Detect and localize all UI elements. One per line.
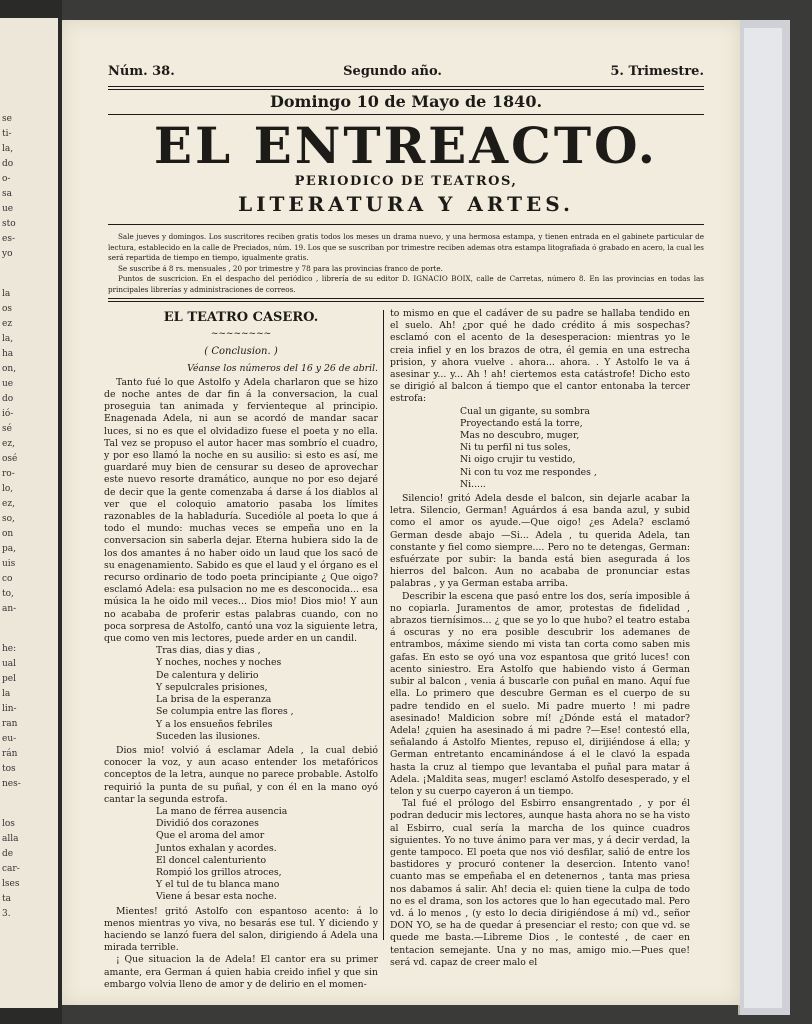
masthead-subtitle-1: PERIODICO DE TEATROS, bbox=[294, 174, 518, 189]
verse-line: Rompió los grillos atroces, bbox=[156, 866, 282, 878]
verse-stanza-1 bbox=[104, 645, 378, 743]
prev-page-fragment: on, bbox=[2, 364, 17, 374]
verse-line: Y noches, noches y noches bbox=[156, 657, 282, 669]
prev-page-fragment: do bbox=[2, 394, 14, 404]
prev-page-fragment: ha bbox=[2, 349, 14, 359]
verse-line: Mas no descubro, muger, bbox=[460, 430, 580, 442]
prev-page-fragment: la, bbox=[2, 144, 14, 154]
verse-line: Suceden las ilusiones. bbox=[156, 730, 261, 742]
article-column-right bbox=[390, 308, 690, 969]
newspaper-page bbox=[62, 20, 740, 1005]
prev-page-fragment: alla bbox=[2, 834, 19, 844]
prev-page-fragment: do bbox=[2, 159, 14, 169]
verse-line: Se columpia entre las flores , bbox=[156, 706, 294, 718]
prev-page-fragment: o- bbox=[2, 174, 11, 184]
verse-line: Dividió dos corazones bbox=[156, 818, 259, 830]
prev-page-fragment: ual bbox=[2, 659, 17, 669]
prev-page-fragment: la, bbox=[2, 334, 14, 344]
prev-page-fragment: se bbox=[2, 114, 12, 124]
prev-page-fragment: ro- bbox=[2, 469, 15, 479]
article-title: EL TEATRO CASERO. bbox=[163, 310, 319, 325]
paragraph: ¡ Que situacion la de Adela! El cantor era su primer amante, era German á quien habia creido infiel y que sin embargo volvia lleno de amor y de delirio en el momen- bbox=[104, 954, 378, 990]
prev-page-fragment: an- bbox=[2, 604, 17, 614]
verse-line: Proyectando está la torre, bbox=[460, 417, 583, 429]
issue-quarter: 5. Trimestre. bbox=[610, 64, 704, 79]
prev-page-fragment: 3. bbox=[2, 909, 11, 919]
prev-page-fragment: es- bbox=[2, 234, 15, 244]
prev-page-fragment: ue bbox=[2, 204, 14, 214]
header-rule-top bbox=[108, 86, 704, 87]
verse-line: Ni oigo crujir tu vestido, bbox=[460, 454, 576, 466]
column-divider bbox=[383, 310, 384, 940]
ornament: ~~~~~~~~ bbox=[210, 329, 272, 340]
prev-page-fragment: la bbox=[2, 289, 11, 299]
verse-line: La mano de férrea ausencia bbox=[156, 805, 288, 817]
prev-page-fragment: lin- bbox=[2, 704, 17, 714]
prev-page-fragment: pel bbox=[2, 674, 16, 684]
prev-page-fragment: on bbox=[2, 529, 14, 539]
verse-line: Y el tul de tu blanca mano bbox=[156, 879, 280, 891]
notice-paragraph: Sale jueves y domingos. Los suscritores reciben gratis todos los meses un drama nuevo, y una hermosa estampa, y tienen entrada en el gabinete particular de lectura, establecido en la calle de Preciados, núm. 19. Los que se suscriban por trimestre reciben ademas otra estampa litografiada ó grabado en acero, la cual les será repartida de tiempo en tiempo, igualmente gratis. bbox=[108, 232, 704, 262]
paragraph: Silencio! gritó Adela desde el balcon, sin dejarle acabar la letra. Silencio, German! Aguárdos á esa banda azul, y subid como el amor os ayude.—Que oigo! ¿es Adela? esclamó German desde abajo —Si... Adela , tu querida Adela, tan constante y fiel como siempre.... Pero no te detengas, German: esfuérzate por subir: la banda está bien asegurada á los hierros del balcon. Aun no acababa de pronunciar estas palabras , y ya German estaba arriba. bbox=[390, 493, 690, 590]
verse-line: De calentura y delirio bbox=[156, 669, 259, 681]
prev-page-fragment: sa bbox=[2, 189, 12, 199]
verse-line: Ni con tu voz me respondes , bbox=[460, 466, 597, 478]
prev-page-fragment: ez, bbox=[2, 439, 15, 449]
prev-page-fragment: yo bbox=[2, 249, 13, 259]
notice-rule bbox=[108, 298, 704, 299]
paragraph: Tanto fué lo que Astolfo y Adela charlaron que se hizo de noche antes de dar fin á la conversacion, la cual proseguia tan animada y fervienteque al principio. Enagenada Adela, ni aun se acordó de mandar sacar luces, si no es que el olvidadizo fuese el poeta y no ella. Tal vez se propuso el autor hacer mas sombrío el cuadro, y por eso llamó la noche en su ausilio: si esto es así, me guardaré muy bien de censurar su deseo de aprovechar este nuevo resorte dramático, aunque no por eso dejaré de decir que la gente comenzaba á darse á los diablos al ver que el coloquio amatorio pasaba los límites razonables de la habladuría. Sucedióle al poeta lo que á todo el mundo: muchas veces se empeña uno en la conversacion sin saberla dejar. Eterna hubiera sido la de los dos amantes á no haber oido un laud que los sacó de su enagenamiento. Sabido es que el laud y el órgano es el recurso ordinario de todo poeta principiante ¿ Que oigo? esclamó Adela: esa pulsacion no me es desconocida... esa música la he oido mil veces... Dios mio! Dios mio! Y aun no acababa de proferir estas palabras cuando, con no poca sorpresa de Astolfo, cantó una voz la siguiente letra, que como ven mis lectores, puede arder en un candil. bbox=[104, 376, 378, 645]
prev-page-fragment: to, bbox=[2, 589, 14, 599]
conclusion-label: ( Conclusion. ) bbox=[204, 346, 278, 358]
prev-page-fragment: uis bbox=[2, 559, 16, 569]
verse-stanza-2 bbox=[104, 806, 378, 904]
issue-number: Núm. 38. bbox=[108, 64, 175, 79]
prev-page-fragment: pa, bbox=[2, 544, 16, 554]
paragraph: Dios mio! volvió á esclamar Adela , la cual debió conocer la voz, y aun acaso entender los metafóricos conceptos de la letra, aunque no parece probable. Astolfo requirió la punta de su puñal, y con él en la mano oyó cantar la segunda estrofa. bbox=[104, 744, 378, 805]
page-edges-inner bbox=[744, 28, 782, 1008]
prev-page-fragment: tos bbox=[2, 764, 16, 774]
prev-page-fragment: he: bbox=[2, 644, 17, 654]
paragraph: to mismo en que el cadáver de su padre se hallaba tendido en el suelo. Ah! ¿por qué he dado crédito á mis sospechas? esclamó con el acento de la desesperacion: mientras yo le creia infiel y en los brazos de otra, él gemia en una estrecha prision, y ahora vuelve . ahora... ahora. . Y Astolfo le va á asesinar y... y... Ah ! ah! ciertemos esta catástrofe! Dicho esto se dirigió al balcon á tiempo que el cantor entonaba la tercer estrofa: bbox=[390, 308, 690, 405]
verse-line: Y sepulcrales prisiones, bbox=[156, 681, 268, 693]
prev-page-fragment: ran bbox=[2, 719, 18, 729]
verse-line: El doncel calenturiento bbox=[156, 854, 267, 866]
prev-page-fragment: lo, bbox=[2, 484, 14, 494]
prev-page-fragment: de bbox=[2, 849, 14, 859]
reference-note: Véanse los números del 16 y 26 de abril. bbox=[187, 362, 378, 374]
previous-page bbox=[0, 18, 58, 1008]
prev-page-fragment: so, bbox=[2, 514, 15, 524]
header-rule-top-2 bbox=[108, 89, 704, 90]
masthead-subtitle-2: LITERATURA Y ARTES. bbox=[238, 192, 574, 216]
prev-page-fragment: co bbox=[2, 574, 13, 584]
prev-page-fragment: sé bbox=[2, 424, 12, 434]
verse-line: Tras dias, dias y dias , bbox=[156, 645, 261, 657]
issue-year: Segundo año. bbox=[343, 64, 442, 79]
verse-line: Juntos exhalan y acordes. bbox=[156, 842, 277, 854]
masthead-title: EL ENTREACTO. bbox=[153, 116, 659, 175]
prev-page-fragment: ti- bbox=[2, 129, 12, 139]
prev-page-fragment: eu- bbox=[2, 734, 17, 744]
notice-paragraph: Se suscribe á 8 rs. mensuales , 20 por trimestre y 78 para las provincias franco de porte. bbox=[118, 263, 443, 273]
verse-line: Y a los ensueños febriles bbox=[156, 718, 273, 730]
prev-page-fragment: ez bbox=[2, 319, 13, 329]
prev-page-fragment: ez, bbox=[2, 499, 15, 509]
issue-date: Domingo 10 de Mayo de 1840. bbox=[269, 92, 543, 111]
notice-rule-2 bbox=[108, 301, 704, 302]
prev-page-fragment: sto bbox=[2, 219, 16, 229]
verse-line: Ni tu perfil ni tus soles, bbox=[460, 442, 571, 454]
paragraph: Mientes! gritó Astolfo con espantoso acento: á lo menos mientras yo viva, no besarás ese tul. Y diciendo y haciendo se lanzó fuera del salon, dirigiendo á Adela una mirada terrible. bbox=[104, 905, 378, 954]
prev-page-fragment: los bbox=[2, 819, 15, 829]
verse-line: La brisa de la esperanza bbox=[156, 694, 272, 706]
prev-page-fragment: car- bbox=[2, 864, 20, 874]
date-rule bbox=[108, 114, 704, 115]
prev-page-fragment: ió- bbox=[2, 409, 14, 419]
paragraph: Tal fué el prólogo del Esbirro ensangrentado , y por él podran deducir mis lectores, aunque hasta ahora no se ha visto al Esbirro, cual sería la marcha de los quince cuadros siguientes. Yo no tuve ánimo para ver mas, y á decir verdad, la gente tampoco. El poeta que nos vió desfilar, salió de entre los bastidores y procuró contener la desercion. Intento vano! cuanto mas se empeñaba el en detenernos , tanta mas priesa nos dabamos á salir. Ah! decia el: quien tiene la culpa de todo no es el drama, son los actores que lo han egecutado mal. Pero vd. á lo menos , (y esto lo decia dirigiéndose á mí) vd., señor DON YO, se ha de quedar á presenciar el resto; con que vd. se quede me basta.—Libreme Dios , le contesté , de caer en tentacion semejante. Una y no mas, amigo mio.—Pues que! será vd. capaz de creer malo el bbox=[390, 798, 690, 968]
article-column-left bbox=[104, 310, 378, 991]
prev-page-fragment: osé bbox=[2, 454, 18, 464]
prev-page-fragment: os bbox=[2, 304, 13, 314]
verse-line: Que el aroma del amor bbox=[156, 830, 265, 842]
subscription-notice bbox=[108, 232, 704, 295]
prev-page-fragment: la bbox=[2, 689, 11, 699]
verse-line: Ni..... bbox=[460, 478, 486, 490]
prev-page-fragment: ta bbox=[2, 894, 11, 904]
prev-page-fragment: rán bbox=[2, 749, 18, 759]
prev-page-fragment: nes- bbox=[2, 779, 21, 789]
masthead-rule bbox=[108, 224, 704, 225]
prev-page-fragment: lses bbox=[2, 879, 20, 889]
prev-page-fragment: ue bbox=[2, 379, 14, 389]
verse-line: Cual un gigante, su sombra bbox=[460, 405, 590, 417]
verse-line: Viene á besar esta noche. bbox=[156, 891, 277, 903]
verse-stanza-3 bbox=[390, 406, 690, 491]
notice-paragraph: Puntos de suscricion. En el despacho del periódico , librería de su editor D. IGNACIO BOIX, calle de Carretas, número 8. En las provincias en todas las principales librerías y administraciones de correos. bbox=[108, 274, 704, 294]
paragraph: Describir la escena que pasó entre los dos, sería imposible á no copiarla. Juramentos de amor, protestas de fidelidad , abrazos tiernísimos... ¿ que se yo lo que hubo? el teatro estaba á oscuras y no era posible descubrir los ademanes de entrambos, máxime siendo mi vista tan corta como saben mis gafas. En esto se oyó una voz espantosa que gritó luces! con acento siniestro. Era Astolfo que habiendo visto á German subir al balcon , venia á buscarle con puñal en mano. Aquí fue ella. Lo primero que descubre German es el cuerpo de su padre tendido en el suelo. Mi padre muerto ! mi padre asesinado! Maldicion sobre mí! ¿Dónde está el matador? Adela! ¿quien ha asesinado á mi padre ?—Ese! contestó ella, señalando á Astolfo Mientes, repuso el, dirijiéndose á ella; y German entretanto encaminándose á el le clavó la espada hasta la cruz al tiempo que levantaba el puñal para matar á Adela. ¡Maldita seas, muger! esclamó Astolfo desesperado, y el telon y su cuerpo cayeron á un tiempo. bbox=[390, 590, 690, 797]
issue-header bbox=[108, 64, 704, 79]
